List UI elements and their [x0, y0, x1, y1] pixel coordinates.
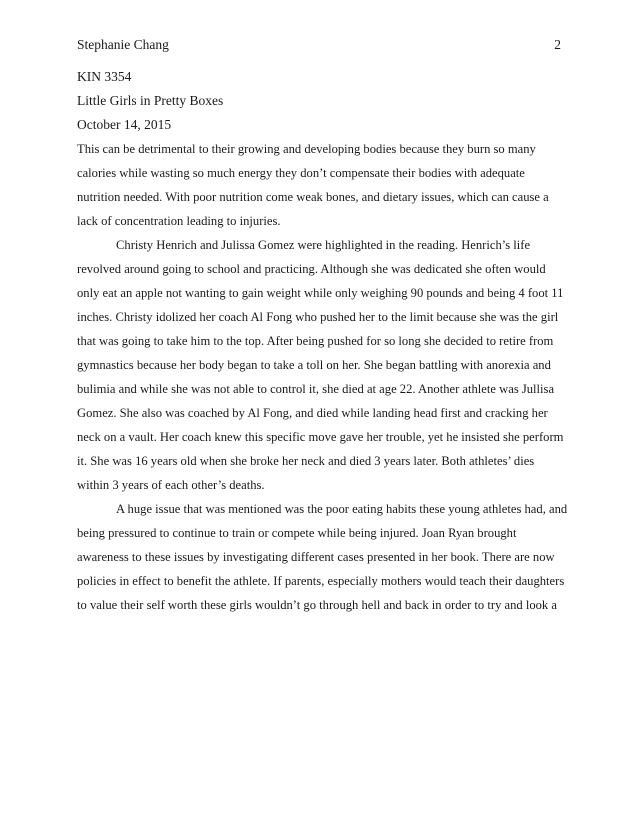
text-line: A huge issue that was mentioned was the poor eating habits these young athletes had, and: [116, 502, 568, 516]
text-line: lack of concentration leading to injuries.: [77, 214, 281, 228]
text-line: calories while wasting so much energy they don’t compensate their bodies with adequate: [77, 166, 525, 180]
text-line: nutrition needed. With poor nutrition come weak bones, and dietary issues, which can cause a: [77, 190, 549, 204]
text-line: This can be detrimental to their growing and developing bodies because they burn so many: [77, 142, 536, 156]
text-line: within 3 years of each other’s deaths.: [77, 478, 265, 492]
document-title: Little Girls in Pretty Boxes: [77, 93, 224, 108]
text-line: Gomez. She also was coached by Al Fong, and died while landing head first and cracking her: [77, 406, 548, 420]
header-author: Stephanie Chang: [77, 37, 169, 52]
course-code: KIN 3354: [77, 69, 132, 84]
text-line: it. She was 16 years old when she broke her neck and died 3 years later. Both athletes’ dies: [77, 454, 535, 468]
document-date: October 14, 2015: [77, 117, 172, 132]
text-line: gymnastics because her body began to take a toll on her. She began battling with anorexia and: [77, 358, 551, 372]
header-page-number: 2: [554, 37, 561, 52]
document-body: [77, 65, 568, 617]
text-line: only eat an apple not wanting to gain weight while only weighing 90 pounds and being 4 foot 11: [77, 286, 564, 300]
text-line: bulimia and while she was not able to control it, she died at age 22. Another athlete was Jullisa: [77, 382, 555, 396]
text-line: being pressured to continue to train or compete while being injured. Joan Ryan brought: [77, 526, 517, 540]
running-header: [77, 37, 561, 53]
text-line: revolved around going to school and practicing. Although she was dedicated she often would: [77, 262, 546, 276]
text-line: awareness to these issues by investigating different cases presented in her book. There are now: [77, 550, 555, 564]
paragraph: [77, 137, 563, 233]
text-line: Christy Henrich and Julissa Gomez were highlighted in the reading. Henrich’s life: [116, 238, 531, 252]
paragraph: [77, 497, 568, 617]
text-line: that was going to take him to the top. After being pushed for so long she decided to retire from: [77, 334, 554, 348]
text-line: policies in effect to benefit the athlete. If parents, especially mothers would teach their daughters: [77, 574, 565, 588]
text-line: to value their self worth these girls wouldn’t go through hell and back in order to try and look a: [77, 598, 557, 612]
text-line: neck on a vault. Her coach knew this specific move gave her trouble, yet he insisted she perform: [77, 430, 564, 444]
paragraph: [77, 233, 563, 497]
paragraphs: [77, 137, 568, 617]
text-line: inches. Christy idolized her coach Al Fong who pushed her to the limit because she was the girl: [77, 310, 559, 324]
